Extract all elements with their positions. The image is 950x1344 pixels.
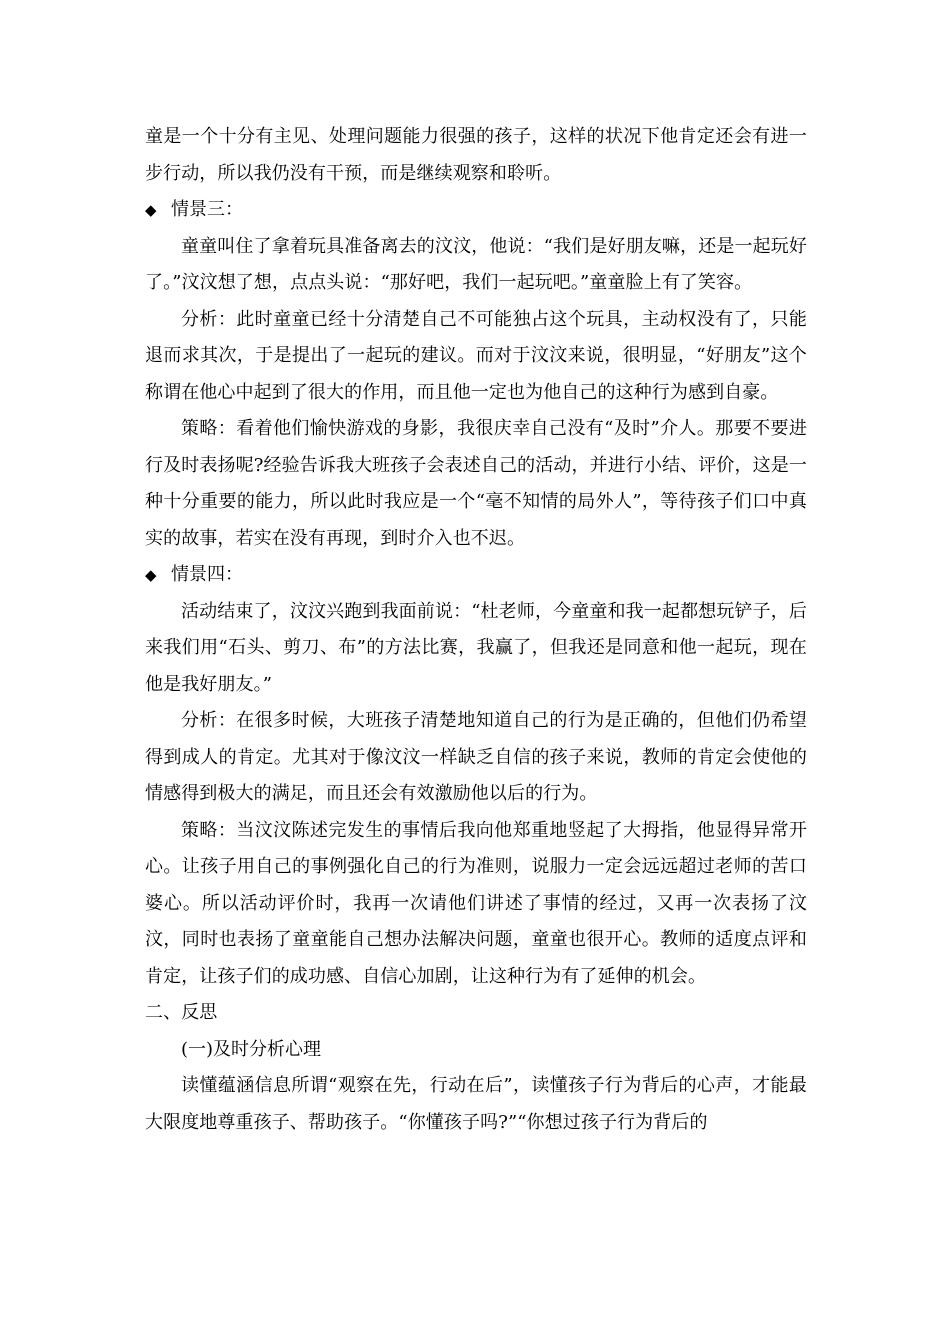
paragraph-5: 活动结束了，汶汶兴跑到我面前说：“杜老师，今童童和我一起都想玩铲子，后来我们用“石头、剪刀、布”的方法比赛，我赢了，但我还是同意和他一起玩，现在他是我好朋友。”: [145, 600, 807, 695]
diamond-bullet-icon: ◆: [145, 201, 157, 219]
document-body: [145, 119, 807, 1141]
heading-scene-4: [145, 557, 807, 594]
section-heading-reflection: 二、反思: [145, 1002, 218, 1023]
heading-scene-4-label: 情景四：: [171, 564, 243, 585]
diamond-bullet-icon: ◆: [145, 566, 157, 584]
subsection-heading-1: (一)及时分析心理: [181, 1038, 322, 1060]
heading-scene-3-label: 情景三：: [171, 199, 243, 220]
paragraph-2: 童童叫住了拿着玩具准备离去的汶汶，他说：“我们是好朋友嘛，还是一起玩好了。”汶汶想了想，点点头说：“那好吧，我们一起玩吧。”童童脸上有了笑容。: [145, 235, 807, 293]
paragraph-7: 策略：当汶汶陈述完发生的事情后我向他郑重地竖起了大拇指，他显得异常开心。让孩子用自己的事例强化自己的行为准则，说服力一定会远远超过老师的苦口婆心。所以活动评价时，我再一次请他们讲述了事情的经过，又再一次表扬了汶汶，同时也表扬了童童能自己想办法解决问题，童童也很开心。教师的适度点评和肯定，让孩子们的成功感、自信心加剧，让这种行为有了延伸的机会。: [145, 819, 807, 987]
paragraph-1: 童是一个十分有主见、处理问题能力很强的孩子，这样的状况下他肯定还会有进一步行动，所以我仍没有干预，而是继续观察和聆听。: [145, 126, 807, 184]
paragraph-8: 读懂蕴涵信息所谓“观察在先，行动在后”，读懂孩子行为背后的心声，才能最大限度地尊重孩子、帮助孩子。“你懂孩子吗?”“你想过孩子行为背后的: [145, 1075, 807, 1133]
paragraph-4: 策略：看着他们愉快游戏的身影，我很庆幸自己没有“及时”介人。那要不要进行及时表扬呢?经验告诉我大班孩子会表述自己的活动，并进行小结、评价，这是一种十分重要的能力，所以此时我应是一个“毫不知情的局外人”，等待孩子们口中真实的故事，若实在没有再现，到时介入也不迟。: [145, 418, 807, 549]
heading-scene-3: [145, 192, 807, 229]
paragraph-3: 分析：此时童童已经十分清楚自己不可能独占这个玩具，主动权没有了，只能退而求其次，于是提出了一起玩的建议。而对于汶汶来说，很明显，“好朋友”这个称谓在他心中起到了很大的作用，而且他一定也为他自己的这种行为感到自豪。: [145, 308, 807, 403]
paragraph-6: 分析：在很多时候，大班孩子清楚地知道自己的行为是正确的，但他们仍希望得到成人的肯定。尤其对于像汶汶一样缺乏自信的孩子来说，教师的肯定会使他的情感得到极大的满足，而且还会有效激励他以后的行为。: [145, 710, 807, 804]
